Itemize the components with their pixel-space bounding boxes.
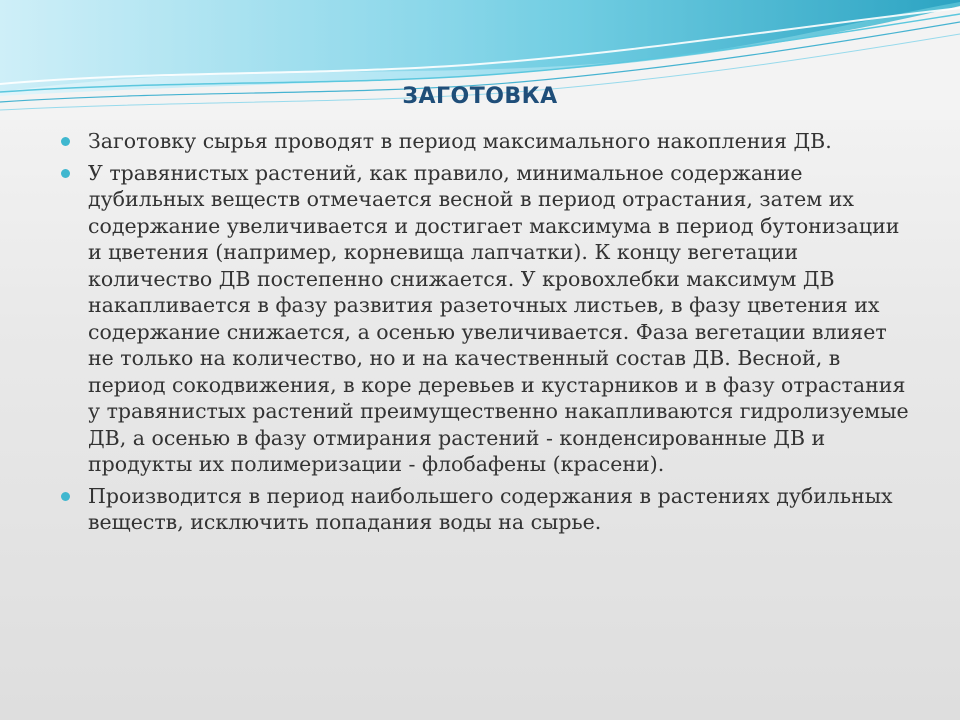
bullet-item-2 — [58, 160, 918, 478]
bullet-item-1 — [58, 128, 918, 155]
bullet-text-1: Заготовку сырья проводят в период максимального накопления ДВ. — [88, 129, 832, 153]
slide-title: ЗАГОТОВКА — [402, 84, 558, 109]
bullet-text-2: У травянистых растений, как правило, минимальное содержание дубильных веществ отмечается весной в период отрастания, затем их содержание увеличивается и достигает максимума в период бутонизации и цветения (например, корневища лапчатки). К концу вегетации количество ДВ постепенно снижается. У кровохлебки максимум ДВ накапливается в фазу развития разеточных листьев, в фазу цветения их содержание снижается, а осенью увеличивается. Фаза вегетации влияет не только на количество, но и на качественный состав ДВ. Весной, в период сокодвижения, в коре деревьев и кустарников и в фазу отрастания у травянистых растений преимущественно накапливаются гидролизуемые ДВ, а осенью в фазу отмирания растений - конденсированные ДВ и продукты их полимеризации - флобафены (красени). — [88, 160, 909, 476]
bullet-text-3: Производится в период наибольшего содержания в растениях дубильных веществ, исключить попадания воды на сырье. — [88, 483, 893, 534]
bullet-list — [58, 128, 918, 541]
bullet-dot-icon — [61, 137, 70, 146]
bullet-item-3 — [58, 483, 918, 536]
bullet-dot-icon — [61, 492, 70, 501]
bullet-dot-icon — [61, 169, 70, 178]
